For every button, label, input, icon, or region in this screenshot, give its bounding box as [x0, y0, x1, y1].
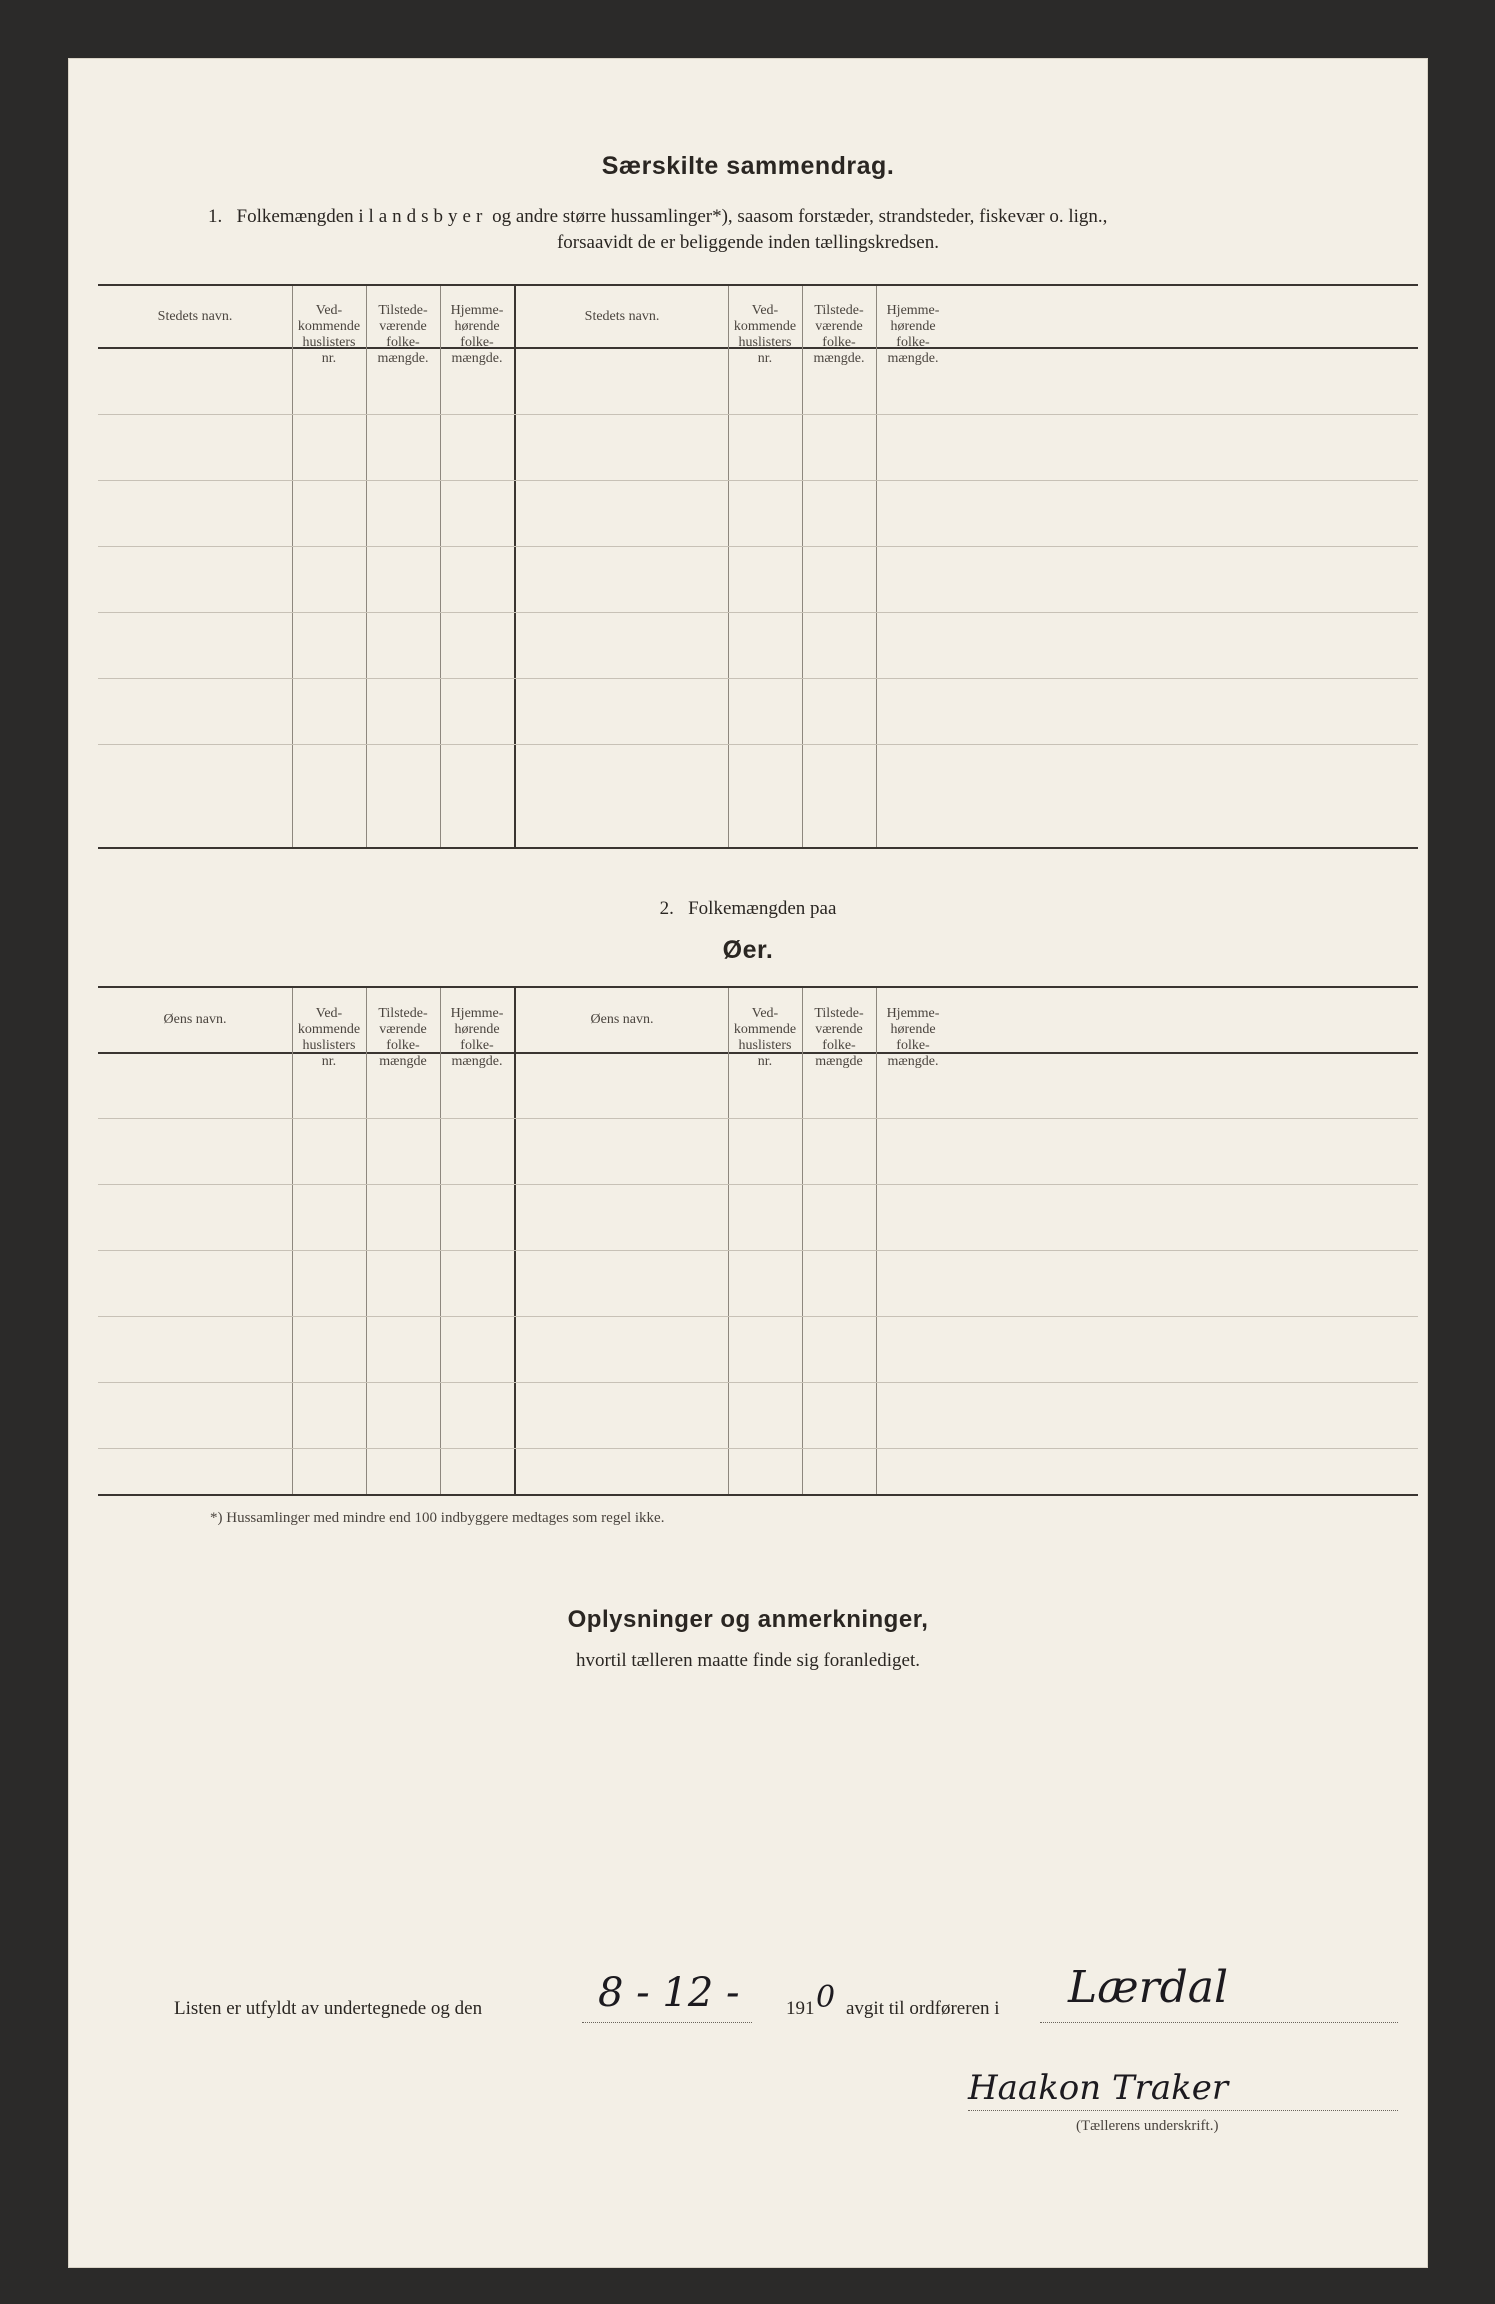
section1-text-spaced: landsbyer [368, 206, 488, 227]
section2-text: Folkemængden paa [688, 898, 837, 919]
col-header-list-nr: Ved- kommende huslisters nr. [297, 303, 361, 366]
col-header-stedets-navn-right: Stedets navn. [584, 309, 660, 324]
remarks-subheading: hvortil tælleren maatte finde sig foranlediget. [575, 1650, 920, 1671]
col-header-resident-2-right: Hjemme- hørende folke- mængde. [886, 1006, 940, 1069]
place-handwritten: Lærdal [1068, 1962, 1229, 2013]
section1-number: 1. [208, 206, 223, 227]
remarks-heading: Oplysninger og anmerkninger, [567, 1606, 929, 1633]
col-header-present: Tilstede- værende folke- mængde. [377, 303, 429, 366]
col-header-present-2-right: Tilstede- værende folke- mængde [814, 1006, 864, 1069]
section2-heading: Øer. [722, 936, 774, 964]
section1-intro [208, 206, 1338, 228]
census-form-page [68, 58, 1428, 2268]
col-header-resident-right: Hjemme- hørende folke- mængde. [886, 303, 940, 366]
date-handwritten: 8 - 12 - [598, 1970, 740, 2016]
col-header-oens-navn-right: Øens navn. [590, 1012, 654, 1027]
section2-number: 2. [659, 898, 674, 919]
col-header-list-nr-2-right: Ved- kommende huslisters nr. [733, 1006, 797, 1069]
footnote: *) Hussamlinger med mindre end 100 indbyggere medtages som regel ikke. [210, 1510, 665, 1526]
section1-text-b: og andre større hussamlinger*), saasom forstæder, strandsteder, fiskevær o. lign., [492, 206, 1108, 227]
signature-line-middle: avgit til ordføreren i [846, 1998, 1000, 2019]
year-printed: 191 [786, 1998, 815, 2019]
col-header-resident: Hjemme- hørende folke- mængde. [450, 303, 504, 366]
section2-intro [68, 898, 1428, 920]
col-header-resident-2: Hjemme- hørende folke- mængde. [450, 1006, 504, 1069]
col-header-list-nr-right: Ved- kommende huslisters nr. [733, 303, 797, 366]
signature-handwritten: Haakon Traker [968, 2068, 1229, 2108]
year-handwritten: 0 [816, 1980, 836, 2015]
col-header-stedets-navn: Stedets navn. [157, 309, 233, 324]
signature-label: (Tællerens underskrift.) [1076, 2118, 1219, 2134]
section1-intro-line2: forsaavidt de er beliggende inden tællingskredsen. [556, 232, 939, 253]
col-header-list-nr-2: Ved- kommende huslisters nr. [297, 1006, 361, 1069]
col-header-present-2: Tilstede- værende folke- mængde [378, 1006, 428, 1069]
signature-line-prefix: Listen er utfyldt av undertegnede og den [174, 1998, 483, 2019]
section1-text-a: Folkemængden i [236, 206, 364, 227]
col-header-present-right: Tilstede- værende folke- mængde. [813, 303, 865, 366]
page-title: Særskilte sammendrag. [601, 152, 895, 180]
col-header-oens-navn: Øens navn. [163, 1012, 227, 1027]
